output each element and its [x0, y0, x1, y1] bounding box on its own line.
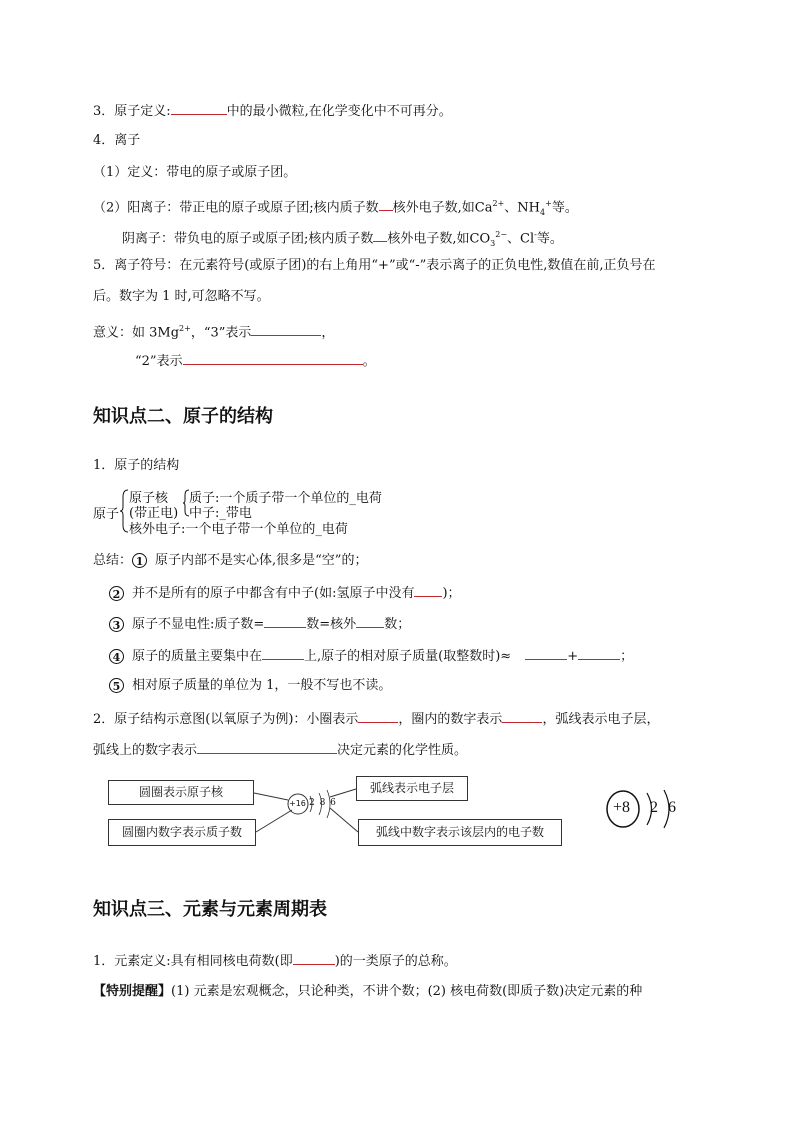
element-definition [93, 951, 457, 971]
anion-end: 等。 [536, 231, 563, 247]
cation-prefix: （2）阳离子：带正电的原子或原子团;核内质子数 [93, 200, 379, 216]
connector-shell [330, 789, 356, 797]
electron-line: 核外电子:一个电子带一个单位的_电荷 [129, 522, 348, 537]
circle-number-1: 1 [132, 553, 147, 568]
summary-3-mid: 数=核外 [306, 617, 357, 632]
reminder-text: (1) 元素是宏观概念，只论种类，不讲个数；(2) 核电荷数(即质子数)决定元素的种 [171, 984, 643, 999]
summary-4-plus: + [567, 649, 579, 664]
meaning2-prefix: “2”表示 [135, 354, 183, 369]
nh-subscript: 4 [540, 207, 546, 217]
small-shell-numbers: 2 8 6 [309, 798, 337, 808]
small-nucleus-label: +16 [289, 799, 306, 808]
meaning-mid: ，“3”表示 [190, 325, 252, 341]
section2-title: 知识点二、原子的结构 [93, 406, 273, 427]
oxygen-shell2-count: 6 [668, 799, 676, 816]
item2-mid2: ，弧线表示电子层， [542, 712, 660, 727]
meaning-prefix: 意义：如 3Mg [93, 325, 180, 341]
item2-prefix: 2．原子结构示意图(以氧原子为例)：小圈表示 [93, 712, 359, 727]
connector-proton [256, 810, 292, 832]
summary-5-text: 相对原子质量的单位为 1，一般不写也不读。 [132, 678, 392, 693]
section3-title: 知识点三、元素与元素周期表 [93, 899, 327, 920]
summary-3-prefix: 原子不显电性:质子数= [132, 617, 265, 632]
co-subscript: 3 [490, 238, 496, 248]
item5-line2: 后。数字为 1 时,可忽略不写。 [93, 289, 270, 304]
item3-suffix: 中的最小微粒,在化学变化中不可再分。 [226, 104, 452, 119]
summary-3-suffix: 数； [384, 617, 411, 632]
cation-end: 等。 [551, 200, 578, 216]
cl-charge: - [534, 230, 537, 239]
summary-2-suffix: )； [442, 586, 461, 601]
element-def-suffix: )的一类原子的总称。 [334, 954, 457, 969]
item3-prefix: 3．原子定义: [93, 104, 171, 119]
box-nucleus: 圆圈表示原子核 [108, 780, 254, 805]
connector-shell-count [330, 808, 358, 832]
item4-heading: 4．离子 [93, 133, 141, 148]
atom-label: 原子 [93, 507, 120, 522]
nh-charge: + [545, 199, 552, 208]
anion-mid: 核外电子数,如 [387, 231, 470, 247]
ca-charge: 2+ [492, 199, 505, 208]
nh-symbol: 、NH [504, 200, 541, 216]
blank-proton-number[interactable] [293, 951, 335, 965]
co-charge: 2− [495, 230, 508, 239]
circle-number-4: 4 [109, 649, 124, 664]
connector-nucleus [254, 793, 288, 800]
circle-number-5: 5 [109, 678, 124, 693]
summary-2-prefix: 并不是所有的原子中都含有中子(如:氢原子中没有 [132, 586, 415, 601]
summary-4-suffix: ； [620, 649, 634, 664]
circle-number-3: 3 [109, 617, 124, 632]
neutron-line: 中子:_带电 [189, 506, 252, 521]
summary-4-mid: 上,原子的相对原子质量(取整数时)≈ [304, 649, 512, 664]
circle-number-2: 2 [109, 586, 124, 601]
anion-prefix: 阴离子：带负电的原子或原子团;核内质子数 [122, 231, 374, 247]
special-reminder [93, 983, 642, 1001]
meaning-end: ， [321, 325, 335, 341]
meaning2-end: 。 [362, 354, 376, 369]
co-symbol: CO [469, 231, 491, 247]
item2-mid1: ，圈内的数字表示 [398, 712, 503, 727]
element-def-prefix: 1．元素定义:具有相同核电荷数(即 [93, 954, 293, 969]
summary-4-prefix: 原子的质量主要集中在 [132, 649, 263, 664]
item2-line2-suffix: 决定元素的化学性质。 [337, 743, 468, 758]
item2-line2-prefix: 弧线上的数字表示 [93, 743, 198, 758]
cl-symbol: 、Cl [507, 231, 535, 247]
proton-line: 质子:一个质子带一个单位的_电荷 [189, 491, 382, 506]
box-shell-electron-count: 弧线中数字表示该层内的电子数 [358, 819, 562, 846]
item5-line1: 5．离子符号：在元素符号(或原子团)的右上角用“+”或“-”表示离子的正负电性,数值在前,正负号在 [93, 258, 656, 273]
mg-charge: 2+ [179, 324, 191, 333]
nucleus-label: 原子核 [129, 491, 169, 506]
ion-definition: （1）定义：带电的原子或原子团。 [93, 165, 297, 180]
oxygen-shell1-count: 2 [650, 799, 658, 816]
ca-symbol: Ca [474, 200, 493, 216]
atom-structure-heading: 1．原子的结构 [93, 458, 180, 473]
reminder-label: 【特别提醒】 [93, 984, 172, 999]
summary-1-text: 原子内部不是实心体,很多是“空”的； [155, 553, 368, 568]
box-electron-shell: 弧线表示电子层 [356, 776, 468, 801]
summary-label: 总结： [93, 553, 133, 568]
nucleus-charge: (带正电) [129, 506, 179, 521]
oxygen-nucleus-label: +8 [613, 799, 631, 816]
cation-mid: 核外电子数,如 [392, 200, 475, 216]
box-proton-number: 圆圈内数字表示质子数 [108, 819, 256, 846]
